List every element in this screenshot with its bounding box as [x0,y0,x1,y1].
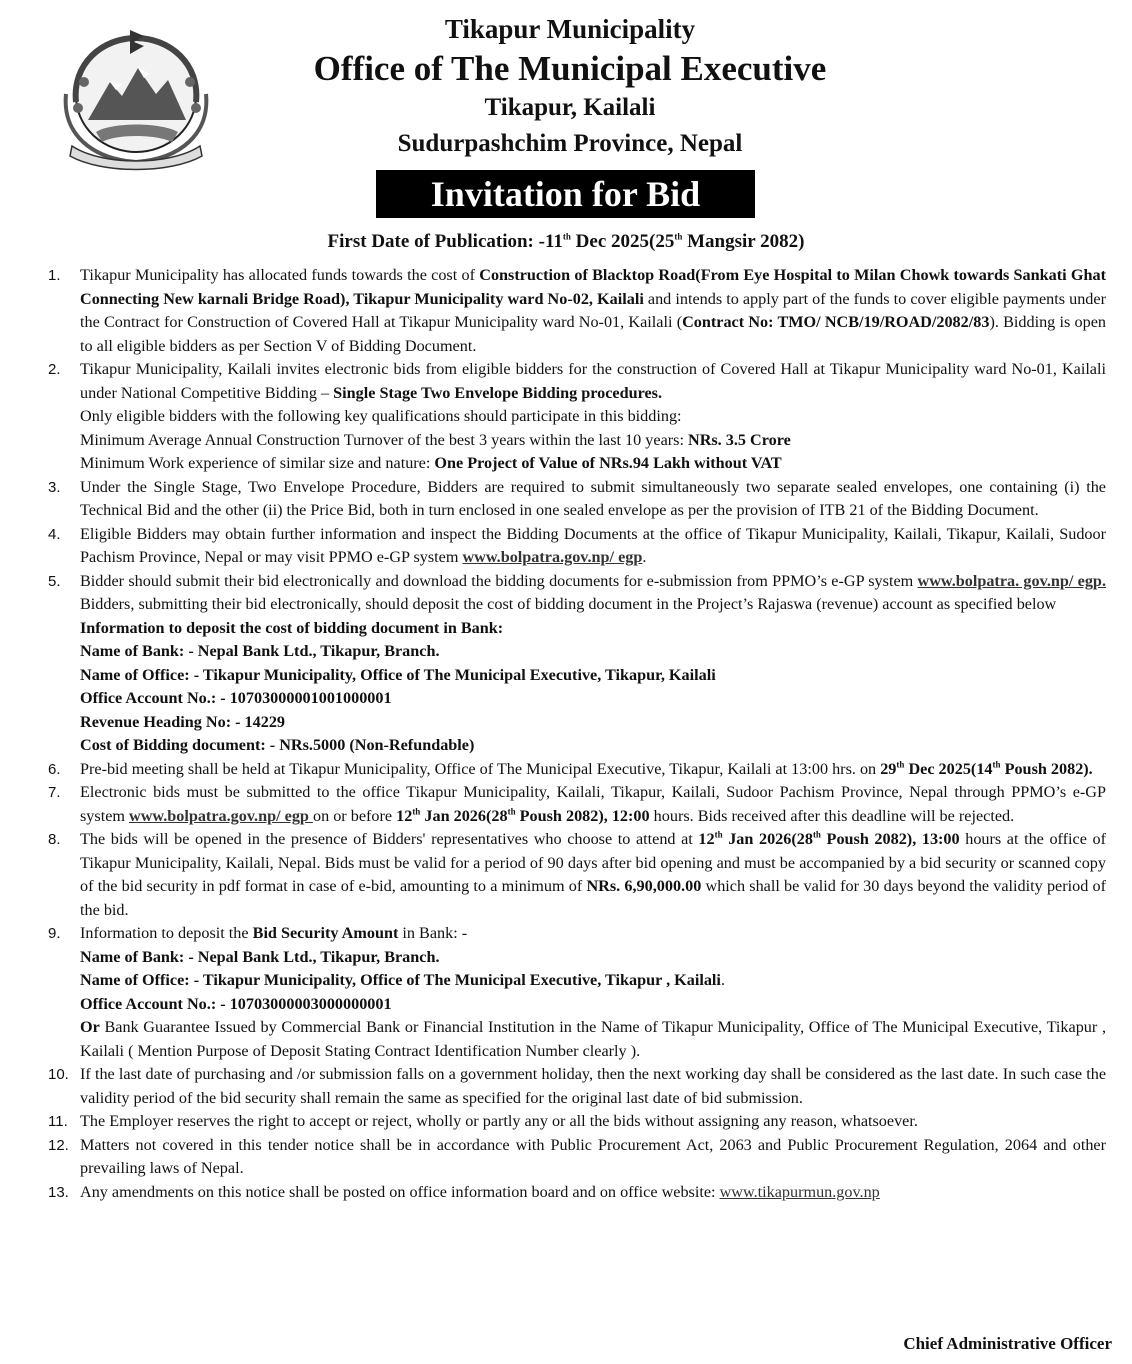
clause-8: 8. The bids will be opened in the presence of Bidders' representatives who choose to attend at 12th Jan 2026(28th Poush 2082), 13:00 hours at the office of Tikapur Municipality, Kailali, Nepal. Bids must be valid for a period of 90 days after bid opening and must be accompanied by a bid security or scanned copy of the bid security in pdf format in case of e-bid, amounting to a minimum of NRs. 6,90,000.00 which shall be valid for 30 days beyond the validity period of the bid. [48,829,1106,919]
egp-link[interactable]: www.bolpatra.gov.np/ egp [129,806,313,825]
clause-6: 6. Pre-bid meeting shall be held at Tikapur Municipality, Office of The Municipal Executive, Tikapur, Kailali at 13:00 hrs. on 29th Dec 2025(14th Poush 2082). [48,759,1093,778]
clause-3: 3. Under the Single Stage, Two Envelope Procedure, Bidders are required to submit simultaneously two separate sealed envelopes, one containing (i) the Technical Bid and the other (ii) the Price Bid, both in turn enclosed in one sealed envelope as per the provision of ITB 21 of the Bidding Document. [48,477,1106,519]
website-link[interactable]: www.tikapurmun.gov.np [719,1182,880,1201]
municipality-name: Tikapur Municipality [444,14,696,44]
clause-10: 10. If the last date of purchasing and /or submission falls on a government holiday, then the next working day shall be considered as the last date. In such case the validity period of the bid security shall remain the same as specified for the original last date of bid submission. [48,1065,1106,1107]
clause-7: 7. Electronic bids must be submitted to the office Tikapur Municipality, Kailali, Tikapur, Kailali, Sudoor Pachism Province, Nepal through PPMO’s e-GP system www.bolpatra.gov.np/ egp on or before 12th Jan 2026(28th Poush 2082), 12:00 hours. Bids received after this deadline will be rejected. [48,783,1106,825]
nepal-government-emblem-icon [52,24,220,174]
province-name: Sudurpashchim Province, Nepal [397,130,743,157]
office-location: Tikapur, Kailali [484,94,656,121]
egp-link[interactable]: www.bolpatra.gov.np/ egp [462,548,643,566]
clause-12: 12. Matters not covered in this tender notice shall be in accordance with Public Procurement Act, 2063 and Public Procurement Regulation, 2064 and other prevailing laws of Nepal. [48,1135,1106,1177]
signatory-title: Chief Administrative Officer [903,1334,1112,1353]
notice-title: Invitation for Bid [376,170,755,218]
clause-5: 5. Bidder should submit their bid electronically and download the bidding documents for e-submission from PPMO’s e-GP system www.bolpatra. gov.np/ egp. Bidders, submitting their bid electronically, should deposit the cost of bidding document in the Project’s Rajaswa (revenue) account as specified below Information to deposit the cost of bidding document in Bank: Name of Bank: - Nepal Bank Ltd., Tikapur, Branch. Name of Office: - Tikapur Municipality, Office of The Municipal Executive, Tikapur, Kailali Office Account No.: - 10703000001001000001 Revenue Heading No: - 14229 Cost of Bidding document: - NRs.5000 (Non-Refundable) [48,571,1106,754]
office-name: Office of The Municipal Executive [313,49,827,88]
clause-4: 4. Eligible Bidders may obtain further information and inspect the Bidding Documents at the office of Tikapur Municipality, Kailali, Tikapur, Kailali, Sudoor Pachism Province, Nepal or may visit PPMO e-GP system www.bolpatra.gov.np/ egp. [48,524,1106,566]
egp-link[interactable]: www.bolpatra. gov.np/ egp. [917,571,1106,590]
clause-2: 2. Tikapur Municipality, Kailali invites electronic bids from eligible bidders for the construction of Covered Hall at Tikapur Municipality ward No-01, Kailali under National Competitive Bidding – Single Stage Two Envelope Bidding procedures. Only eligible bidders with the following key qualifications should participate in this bidding: Minimum Average Annual Construction Turnover of the best 3 years within the last 10 years: NRs. 3.5 Crore Minimum Work experience of similar size and nature: One Project of Value of NRs.94 Lakh without VAT [48,360,1106,472]
clause-11: 11. The Employer reserves the right to accept or reject, wholly or partly any or all the bids without assigning any reason, whatsoever. [48,1112,918,1130]
clause-1: 1. Tikapur Municipality has allocated funds towards the cost of Construction of Blacktop Road(From Eye Hospital to Milan Chowk towards Sankati Ghat Connecting New karnali Bridge Road), Tikapur Municipality ward No-02, Kailali and intends to apply part of the funds to cover eligible payments under the Contract for Construction of Covered Hall at Tikapur Municipality ward No-01, Kailali (Contract No: TMO/ NCB/19/ROAD/2082/83). Bidding is open to all eligible bidders as per Section V of Bidding Document. [48,266,1106,355]
notice-clauses [40,264,1106,1204]
clause-9: 9. Information to deposit the Bid Security Amount in Bank: - Name of Bank: - Nepal Bank Ltd., Tikapur, Branch. Name of Office: - Tikapur Municipality, Office of The Municipal Executive, Tikapur , Kailali. Office Account No.: - 10703000003000000001 Or Bank Guarantee Issued by Commercial Bank or Financial Institution in the Name of Tikapur Municipality, Office of The Municipal Executive, Tikapur , Kailali ( Mention Purpose of Deposit Stating Contract Identification Number clearly ). [48,924,1106,1060]
publication-date: First Date of Publication: -11th Dec 2025(25th Mangsir 2082) [327,231,805,252]
clause-13: 13. Any amendments on this notice shall be posted on office information board and on office website: www.tikapurmun.gov.np [48,1182,880,1201]
letterhead [240,10,900,162]
